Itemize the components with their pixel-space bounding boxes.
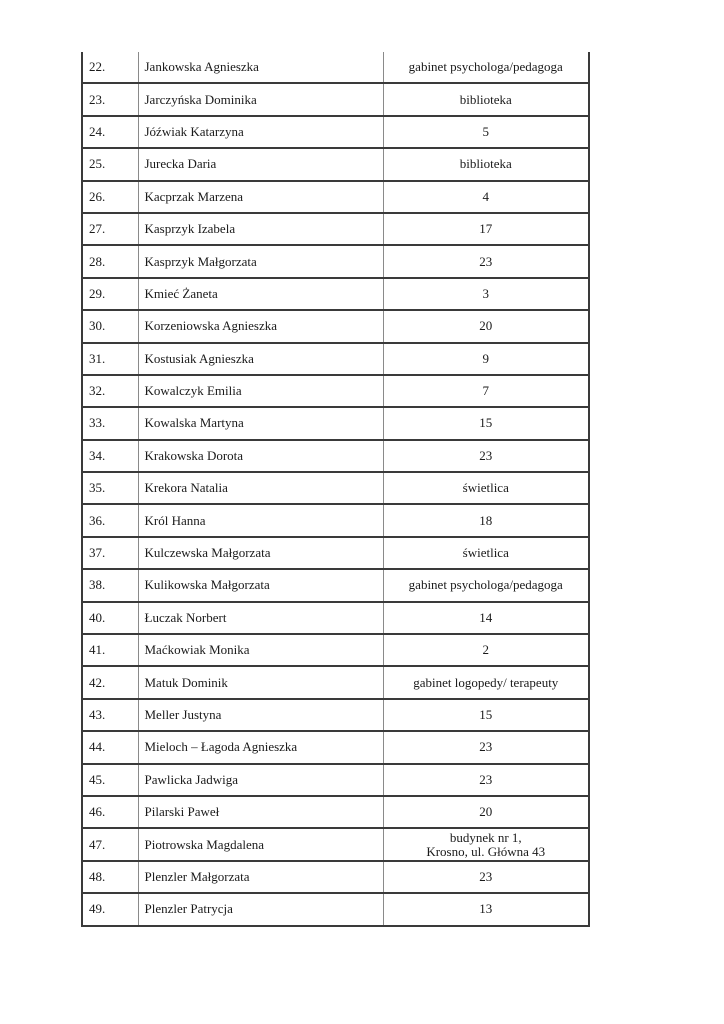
room-label: 14 [479,609,493,625]
row-number: 29. [82,278,138,310]
table-row [82,602,589,634]
room-cell [383,52,589,83]
teacher-name: Kacprzak Marzena [138,181,383,213]
row-number: 46. [82,796,138,828]
room-label: 23 [479,868,493,884]
teacher-name: Kulikowska Małgorzata [138,569,383,601]
teacher-name: Jurecka Daria [138,148,383,180]
row-number: 27. [82,213,138,245]
room-label: 17 [479,221,493,237]
room-cell [383,83,589,115]
row-number: 35. [82,472,138,504]
row-number: 38. [82,569,138,601]
room-cell [383,699,589,731]
row-number: 28. [82,245,138,277]
room-label: 15 [479,707,493,722]
teacher-name: Jóźwiak Katarzyna [138,116,383,148]
row-number: 26. [82,181,138,213]
row-number: 23. [82,83,138,115]
room-label: budynek nr 1, [449,829,522,845]
teacher-name: Łuczak Norbert [138,602,383,634]
table-row [82,52,589,83]
room-cell [383,116,589,148]
row-number: 32. [82,375,138,407]
room-cell [383,375,589,407]
room-assignment-table [81,52,590,927]
room-label: 23 [479,739,493,755]
teacher-name: Krakowska Dorota [138,440,383,472]
teacher-name: Matuk Dominik [138,666,383,698]
room-label: 23 [479,253,493,269]
teacher-name: Krekora Natalia [138,472,383,504]
row-number: 42. [82,666,138,698]
room-cell [383,440,589,472]
room-cell [383,343,589,375]
room-cell [383,310,589,342]
table-row [82,343,589,375]
row-number: 22. [82,52,138,83]
room-label: biblioteka [459,91,512,107]
teacher-name: Kasprzyk Małgorzata [138,245,383,277]
room-label: gabinet psychologa/pedagoga [408,577,563,593]
row-number: 36. [82,504,138,536]
table-row [82,407,589,439]
room-cell [383,472,589,504]
room-cell [383,537,589,569]
table-row [82,148,589,180]
teacher-name: Mieloch – Łagoda Agnieszka [138,731,383,763]
room-cell [383,148,589,180]
table-row [82,375,589,407]
teacher-name: Kulczewska Małgorzata [138,537,383,569]
row-number: 47. [82,828,138,860]
room-label: świetlica [462,545,509,561]
table-row [82,83,589,115]
room-cell [383,181,589,213]
room-cell [383,602,589,634]
teacher-name: Kowalska Martyna [138,407,383,439]
row-number: 33. [82,407,138,439]
row-number: 49. [89,901,106,917]
room-cell [383,731,589,763]
room-label: gabinet psychologa/pedagoga [408,59,563,75]
row-number: 31. [82,343,138,375]
room-cell [383,634,589,666]
table-row [82,537,589,569]
room-label: 18 [479,512,493,528]
room-cell [383,407,589,439]
table-row [82,861,589,893]
table-row [82,472,589,504]
teacher-name: Meller Justyna [138,699,383,731]
row-number: 41. [82,634,138,666]
row-number: 37. [82,537,138,569]
room-label: świetlica [462,480,509,496]
room-cell [383,245,589,277]
room-label: 23 [479,447,493,463]
teacher-name: Plenzler Małgorzata [138,861,383,893]
teacher-name: Plenzler Patrycja [138,893,383,925]
room-label: 2 [482,642,489,658]
row-number: 45. [82,764,138,796]
teacher-name: Jarczyńska Dominika [138,83,383,115]
row-number: 44. [82,731,138,763]
room-label: Krosno, ul. Główna 43 [426,843,546,859]
room-label: 4 [482,188,489,204]
room-cell [383,861,589,893]
room-label: 15 [479,415,493,431]
table-row [82,699,589,731]
row-number: 48. [82,861,138,893]
room-cell [383,504,589,536]
room-cell [383,213,589,245]
room-cell [383,278,589,310]
teacher-name: Maćkowiak Monika [138,634,383,666]
row-number: 34. [82,440,138,472]
table-row [82,278,589,310]
room-label: 20 [479,318,493,334]
room-label: 23 [479,771,493,787]
room-label: gabinet logopedy/ terapeuty [413,674,559,690]
row-number: 43. [82,699,138,731]
room-label: 20 [479,804,493,820]
table-row [82,893,589,925]
room-cell [383,893,589,925]
row-number: 40. [82,602,138,634]
table-row [82,116,589,148]
table-row [82,796,589,828]
teacher-name: Kasprzyk Izabela [138,213,383,245]
teacher-name: Kowalczyk Emilia [138,375,383,407]
room-label: 9 [482,350,489,366]
table-row [82,181,589,213]
teacher-name: Kostusiak Agnieszka [138,343,383,375]
room-label: 3 [482,285,489,301]
room-label: 7 [482,383,489,399]
row-number: 24. [82,116,138,148]
table-row [82,440,589,472]
room-cell [383,569,589,601]
teacher-name: Kmieć Żaneta [138,278,383,310]
teacher-name: Jankowska Agnieszka [138,52,383,83]
teacher-name: Pilarski Paweł [138,796,383,828]
room-cell [383,796,589,828]
table-body [82,52,589,926]
table-row [82,828,589,860]
room-cell [383,764,589,796]
room-cell [383,666,589,698]
room-label: 13 [479,901,493,917]
row-number: 25. [82,148,138,180]
row-number: 30. [82,310,138,342]
teacher-name: Piotrowska Magdalena [138,828,383,860]
teacher-name: Pawlicka Jadwiga [138,764,383,796]
room-label: 5 [482,123,489,139]
table-row [82,245,589,277]
table-row [82,310,589,342]
table-row [82,666,589,698]
teacher-name: Korzeniowska Agnieszka [138,310,383,342]
table-row [82,764,589,796]
table-row [82,731,589,763]
table-row [82,213,589,245]
room-cell [383,828,589,860]
table-row [82,569,589,601]
table-row [82,634,589,666]
table-row [82,504,589,536]
room-label: biblioteka [459,156,512,172]
teacher-name: Król Hanna [138,504,383,536]
